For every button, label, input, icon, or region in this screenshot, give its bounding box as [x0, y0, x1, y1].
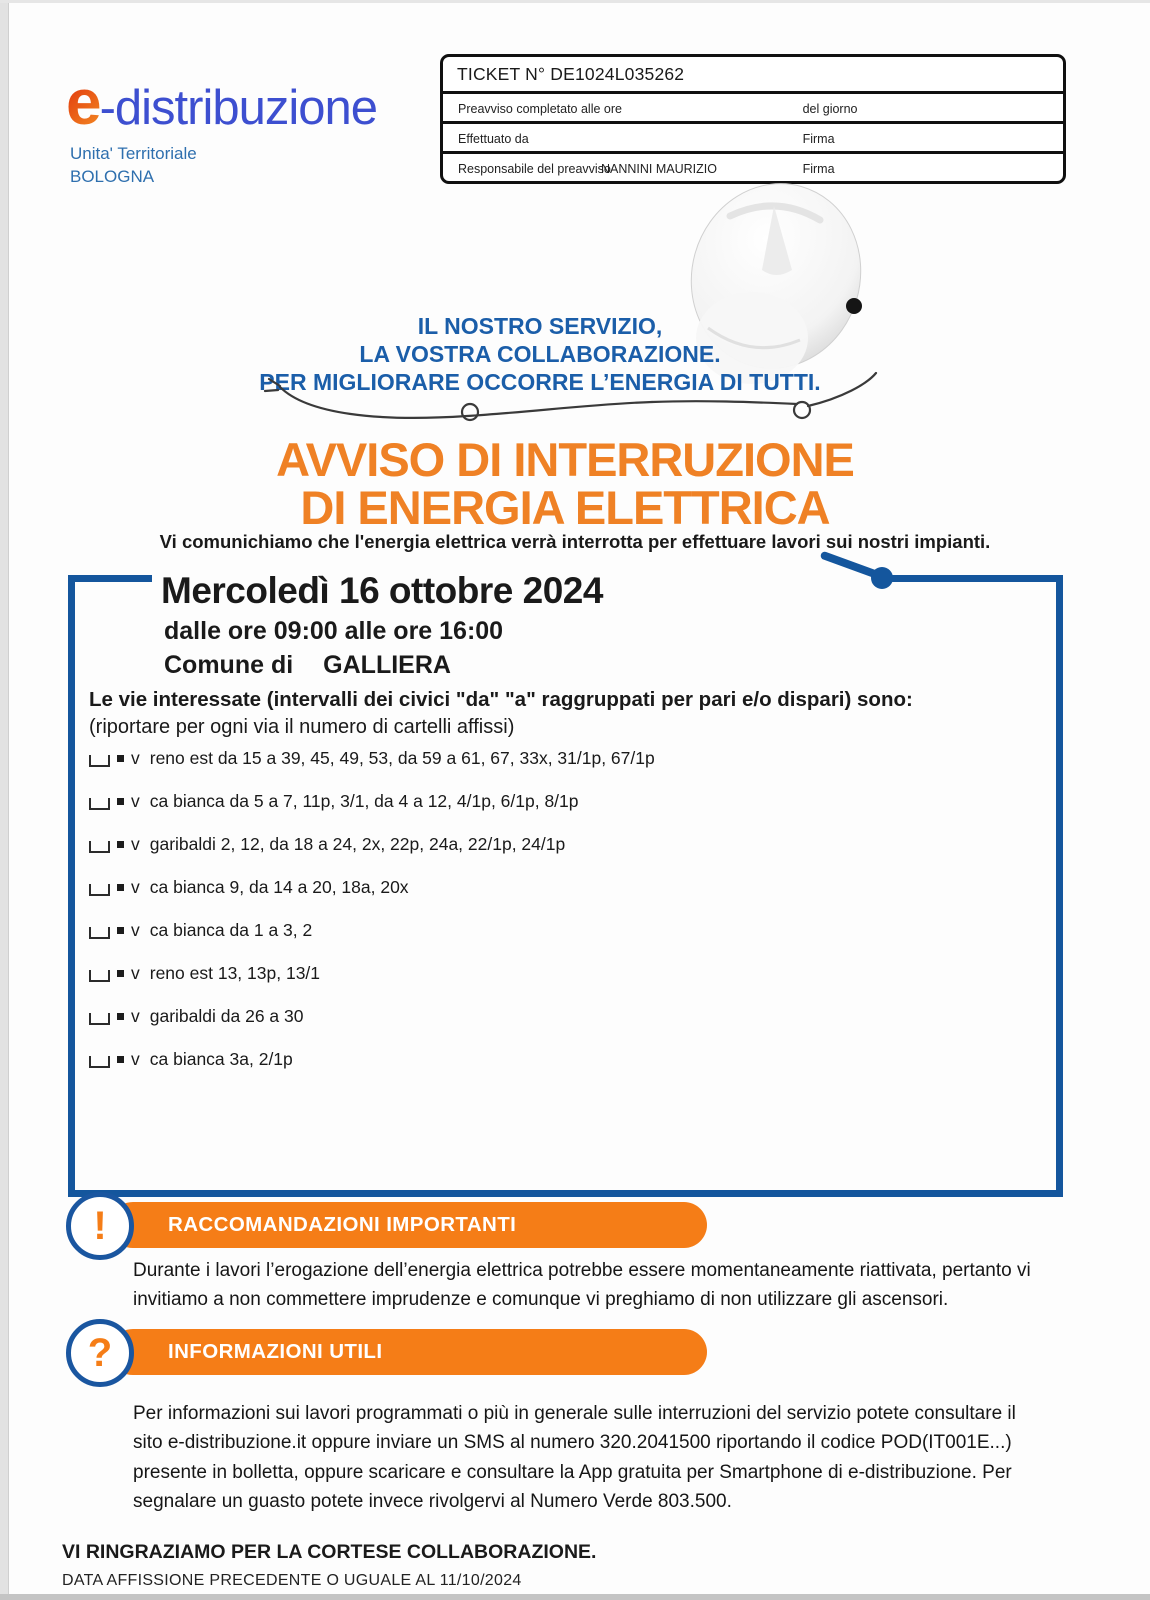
interruption-date: Mercoledì 16 ottobre 2024 — [161, 570, 603, 611]
street-prefix: v — [131, 834, 140, 854]
street-prefix: v — [131, 877, 140, 897]
info-banner: INFORMAZIONI UTILI — [110, 1329, 707, 1375]
checkbox-icon — [89, 798, 110, 810]
recommendations-body: Durante i lavori l’erogazione dell’energia elettrica potrebbe essere momentaneamente riattivata, pertanto vi invitiamo a non commettere imprudenze e comunque vi preghiamo di non utilizzare gli ascensori. — [133, 1260, 1031, 1311]
bullet-square-icon — [117, 970, 124, 977]
checkbox-icon — [89, 1013, 110, 1025]
checkbox-icon — [89, 841, 110, 853]
recommendations-banner: RACCOMANDAZIONI IMPORTANTI — [110, 1202, 707, 1248]
box-top-border-left-segment — [68, 575, 152, 582]
street-item — [89, 780, 655, 823]
street-text: ca bianca da 1 a 3, 2 — [149, 920, 313, 940]
interruption-comune — [164, 651, 451, 680]
ticket-row-label: Preavviso completato alle ore — [458, 102, 622, 116]
logo-wordmark: -distribuzione — [99, 81, 378, 135]
cable-doodle — [262, 370, 887, 435]
street-item — [89, 823, 655, 866]
interruption-time: dalle ore 09:00 alle ore 16:00 — [164, 617, 504, 645]
street-text: garibaldi 2, 12, da 18 a 24, 2x, 22p, 24a, 22/1p, 24/1p — [149, 834, 566, 854]
street-item — [89, 952, 655, 995]
responsible-name: NANNINI MAURIZIO — [601, 162, 717, 176]
checkbox-icon — [89, 884, 110, 896]
e-distribuzione-logo — [66, 66, 378, 138]
ticket-number: TICKET N° DE1024L035262 — [457, 64, 685, 84]
page-bottom-edge — [0, 1594, 1150, 1600]
street-item — [89, 995, 655, 1038]
ticket-row-effettuato — [443, 121, 1063, 151]
checkbox-icon — [89, 1056, 110, 1068]
ticket-table — [440, 54, 1066, 184]
ticket-row-right-label: del giorno — [802, 102, 858, 116]
info-body: Per informazioni sui lavori programmati o più in generale sulle interruzioni del servizio potete consultare il sito e-distribuzione.it oppure inviare un SMS al numero 320.2041500 riportando il codice POD(IT001E...) presente in bolletta, oppure scaricare e consultare la App gratuita per Smartphone di e-distribuzione. Per segnalare un guasto potete invece rivolgervi al Numero Verde 803.500. — [133, 1403, 1016, 1513]
ticket-row-preavviso — [443, 91, 1063, 121]
ticket-row-right-label: Firma — [802, 162, 835, 176]
pen-pointer-dot-icon — [871, 567, 893, 589]
notice-title-line2: DI ENERGIA ELETTRICA — [300, 480, 830, 534]
comune-value: GALLIERA — [323, 651, 451, 679]
streets-heading: Le vie interessate (intervalli dei civici "da" "a" raggruppati per pari e/o dispari) sono: — [89, 688, 913, 711]
thanks-line: VI RINGRAZIAMO PER LA CORTESE COLLABORAZIONE. — [62, 1541, 597, 1563]
territorial-unit-line2: BOLOGNA — [70, 166, 155, 186]
street-prefix: v — [131, 920, 140, 940]
streets-list — [89, 737, 655, 1081]
bullet-square-icon — [117, 1056, 124, 1063]
checkbox-icon — [89, 755, 110, 767]
street-item — [89, 866, 655, 909]
notice-intro: Vi comunichiamo che l'energia elettrica verrà interrotta per effettuare lavori sui nostri impianti. — [159, 531, 991, 552]
notice-title — [130, 433, 1000, 534]
street-prefix: v — [131, 1049, 140, 1069]
slogan-line2: LA VOSTRA COLLABORAZIONE. — [359, 341, 721, 368]
question-mark-icon: ? — [66, 1319, 134, 1387]
interruption-box — [68, 570, 1063, 1197]
street-text: reno est da 15 a 39, 45, 49, 53, da 59 a 61, 67, 33x, 31/1p, 67/1p — [149, 748, 655, 768]
logo-e-mark: e — [66, 66, 100, 138]
page-left-edge — [0, 0, 9, 1600]
street-item — [89, 1038, 655, 1081]
bullet-square-icon — [117, 755, 124, 762]
ticket-row-right-label: Firma — [802, 132, 835, 146]
bullet-square-icon — [117, 927, 124, 934]
checkbox-icon — [89, 927, 110, 939]
affix-date-line: DATA AFFISSIONE PRECEDENTE O UGUALE AL 11/10/2024 — [62, 1572, 522, 1589]
ticket-row-responsabile — [443, 151, 1063, 181]
bullet-square-icon — [117, 798, 124, 805]
street-prefix: v — [131, 791, 140, 811]
territorial-unit — [70, 143, 197, 189]
comune-label: Comune di — [164, 651, 294, 679]
bullet-square-icon — [117, 841, 124, 848]
ticket-row-label: Effettuato da — [458, 132, 529, 146]
bullet-square-icon — [117, 1013, 124, 1020]
exclamation-icon: ! — [66, 1192, 134, 1260]
street-prefix: v — [131, 748, 140, 768]
street-text: ca bianca 9, da 14 a 20, 18a, 20x — [149, 877, 409, 897]
street-item — [89, 737, 655, 780]
street-text: reno est 13, 13p, 13/1 — [149, 963, 321, 983]
street-item — [89, 909, 655, 952]
slogan-line1: IL NOSTRO SERVIZIO, — [417, 313, 663, 339]
street-prefix: v — [131, 963, 140, 983]
checkbox-icon — [89, 970, 110, 982]
street-text: garibaldi da 26 a 30 — [149, 1006, 304, 1026]
territorial-unit-line1: Unita' Territoriale — [70, 144, 197, 163]
bullet-square-icon — [117, 884, 124, 891]
box-top-border-right-segment — [875, 575, 1063, 582]
slogan-line3: PER MIGLIORARE OCCORRE L’ENERGIA DI TUTTI. — [259, 369, 821, 396]
page-top-edge — [0, 0, 1150, 3]
street-text: ca bianca 3a, 2/1p — [149, 1049, 293, 1069]
street-text: ca bianca da 5 a 7, 11p, 3/1, da 4 a 12, 4/1p, 6/1p, 8/1p — [149, 791, 579, 811]
ticket-row-label: Responsabile del preavviso — [458, 162, 611, 176]
street-prefix: v — [131, 1006, 140, 1026]
notice-title-line1: AVVISO DI INTERRUZIONE — [276, 433, 854, 486]
streets-subheading: (riportare per ogni via il numero di cartelli affissi) — [89, 716, 515, 738]
